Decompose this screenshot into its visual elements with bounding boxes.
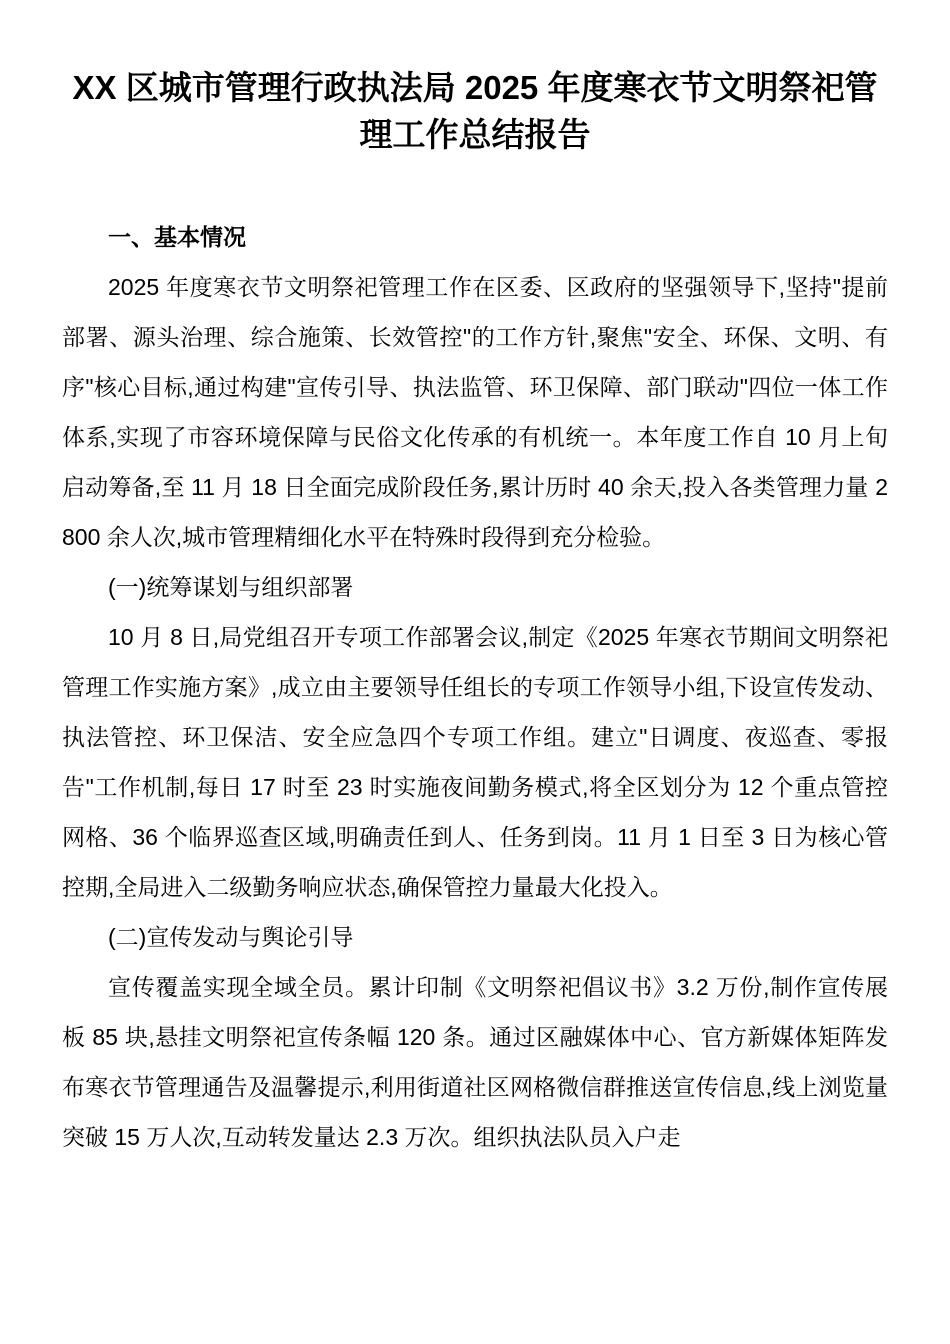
document-title: XX 区城市管理行政执法局 2025 年度寒衣节文明祭祀管理工作总结报告 (72, 69, 878, 153)
section-heading: 一、基本情况 (108, 224, 246, 250)
section-heading: (一)统筹谋划与组织部署 (108, 574, 354, 600)
document-body (62, 212, 888, 1162)
paragraph: 2025 年度寒衣节文明祭祀管理工作在区委、区政府的坚强领导下,坚持"提前部署、源头治理、综合施策、长效管控"的工作方针,聚焦"安全、环保、文明、有序"核心目标,通过构建"宣传引导、执法监管、环卫保障、部门联动"四位一体工作体系,实现了市容环境保障与民俗文化传承的有机统一。本年度工作自 10 月上旬启动筹备,至 11 月 18 日全面完成阶段任务,累计历时 40 余天,投入各类管理力量 2800 余人次,城市管理精细化水平在特殊时段得到充分检验。 (62, 274, 888, 550)
paragraph: 宣传覆盖实现全域全员。累计印制《文明祭祀倡议书》3.2 万份,制作宣传展板 85 块,悬挂文明祭祀宣传条幅 120 条。通过区融媒体中心、官方新媒体矩阵发布寒衣节管理通告及温馨提示,利用街道社区网格微信群推送宣传信息,线上浏览量突破 15 万人次,互动转发量达 2.3 万次。组织执法队员入户走 (62, 974, 888, 1150)
section-heading: (二)宣传发动与舆论引导 (108, 924, 354, 950)
paragraph: 10 月 8 日,局党组召开专项工作部署会议,制定《2025 年寒衣节期间文明祭祀管理工作实施方案》,成立由主要领导任组长的专项工作领导小组,下设宣传发动、执法管控、环卫保洁、安全应急四个专项工作组。建立"日调度、夜巡查、零报告"工作机制,每日 17 时至 23 时实施夜间勤务模式,将全区划分为 12 个重点管控网格、36 个临界巡查区域,明确责任到人、任务到岗。11 月 1 日至 3 日为核心管控期,全局进入二级勤务响应状态,确保管控力量最大化投入。 (62, 624, 888, 900)
